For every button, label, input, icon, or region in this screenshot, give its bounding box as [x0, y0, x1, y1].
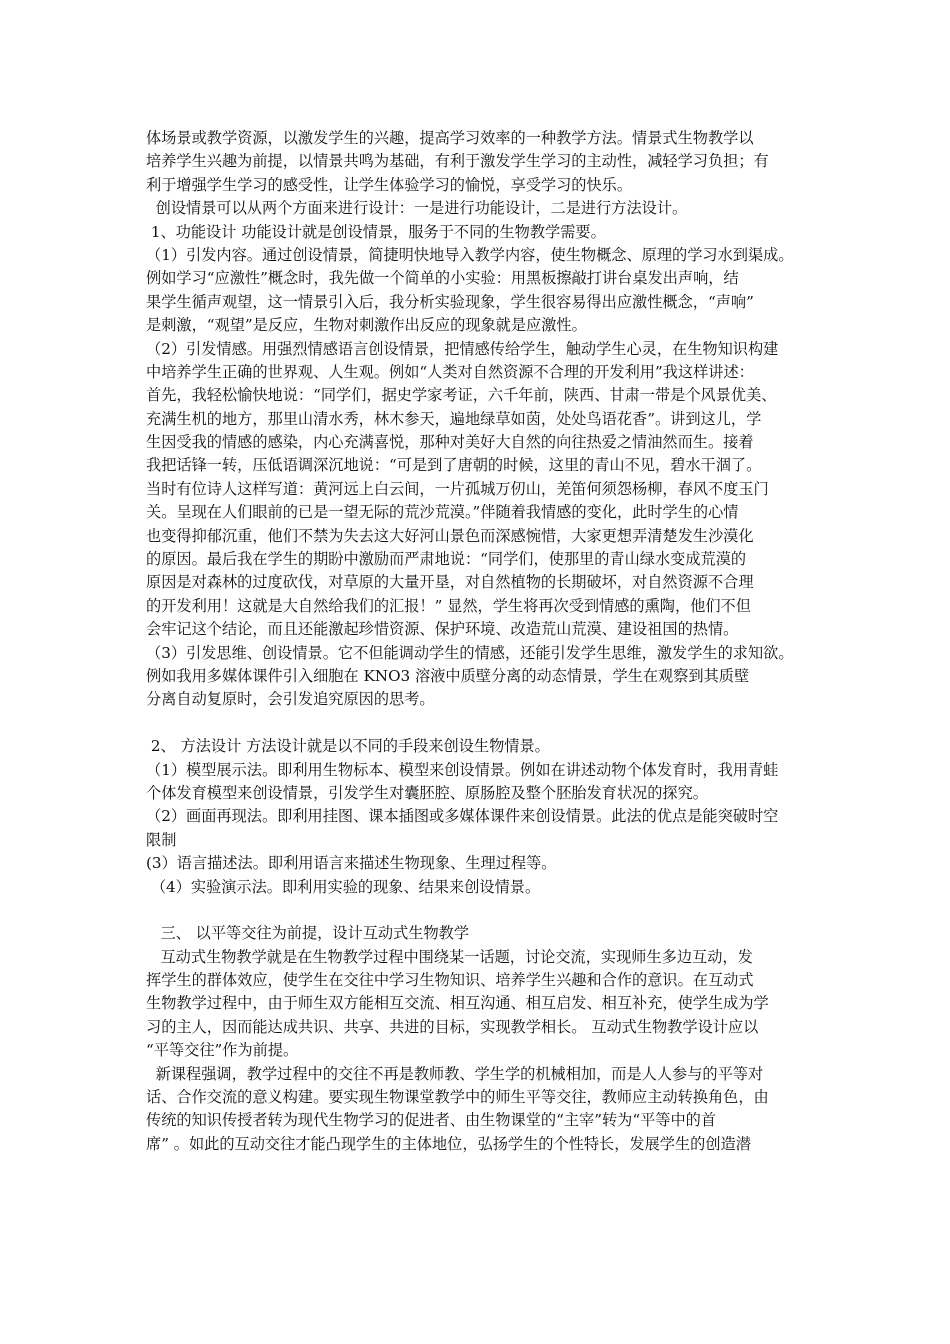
- text-line: 2、 方法设计 方法设计就是以不同的手段来创设生物情景。: [146, 737, 550, 756]
- text-line: 三、 以平等交往为前提，设计互动式生物教学: [146, 924, 470, 943]
- text-line: 创设情景可以从两个方面来进行设计：一是进行功能设计，二是进行方法设计。: [146, 199, 688, 218]
- text-line: 果学生循声观望，这一情景引入后，我分析实验现象，学生很容易得出应激性概念，“声响”: [146, 292, 754, 311]
- text-line: 首先，我轻松愉快地说：“同学们，据史学家考证，六千年前，陕西、甘肃一带是个风景优美、: [146, 386, 777, 405]
- text-line: 培养学生兴趣为前提，以情景共鸣为基础，有利于激发学生学习的主动性，减轻学习负担；有: [146, 152, 769, 171]
- text-line: 挥学生的群体效应，使学生在交往中学习生物知识、培养学生兴趣和合作的意识。在互动式: [146, 971, 754, 990]
- text-line: 生因受我的情感的感染，内心充满喜悦，那种对美好大自然的向往热爱之情油然而生。接着: [146, 433, 754, 452]
- text-line: 互动式生物教学就是在生物教学过程中围绕某一话题，讨论交流，实现师生多边互动，发: [146, 947, 753, 966]
- text-line: 我把话锋一转，压低语调深沉地说：“可是到了唐朝的时候，这里的青山不见，碧水干涸了。: [146, 456, 762, 475]
- text-line: 体场景或教学资源，以激发学生的兴趣，提高学习效率的一种教学方法。情景式生物教学以: [146, 129, 754, 147]
- text-line: 充满生机的地方，那里山清水秀，林木参天，遍地绿草如茵，处处鸟语花香”。讲到这儿，学: [146, 409, 762, 428]
- text-line: 是刺激，“观望”是反应，生物对刺激作出反应的现象就是应激性。: [146, 316, 587, 335]
- text-line: 话、合作交流的意义构建。要实现生物课堂教学中的师生平等交往，教师应主动转换角色，由: [146, 1088, 769, 1107]
- blank-line: [146, 712, 836, 735]
- blank-line: [146, 899, 836, 922]
- text-line: 生物教学过程中，由于师生双方能相互交流、相互沟通、相互启发、相互补充，使学生成为学: [146, 994, 769, 1013]
- text-line: （4）实验演示法。即利用实验的现象、结果来创设情景。: [146, 877, 541, 896]
- text-line: 例如学习“应激性”概念时，我先做一个简单的小实验：用黑板擦敲打讲台桌发出声响，结: [146, 269, 739, 288]
- text-line: 当时有位诗人这样写道：黄河远上白云间，一片孤城万仞山，羌笛何须怨杨柳，春风不度玉门: [146, 479, 769, 498]
- text-line: “平等交往”作为前提。: [146, 1041, 299, 1060]
- text-line: （2）引发情感。用强烈情感语言创设情景，把情感传给学生，触动学生心灵，在生物知识构建: [146, 339, 779, 358]
- text-line: 新课程强调，教学过程中的交往不再是教师教、学生学的机械相加，而是人人参与的平等对: [146, 1064, 764, 1083]
- text-line: 会牢记这个结论，而且还能激起珍惜资源、保护环境、改造荒山荒漠、建设祖国的热情。: [146, 620, 739, 639]
- document-body: [146, 127, 836, 1156]
- text-line: 也变得抑郁沉重，他们不禁为失去这大好河山景色而深感惋惜，大家更想弄清楚发生沙漠化: [146, 526, 754, 545]
- text-line: （1）引发内容。通过创设情景，简捷明快地导入教学内容，使生物概念、原理的学习水到渠成。: [146, 245, 794, 264]
- text-line: 席” 。如此的互动交往才能凸现学生的主体地位，弘扬学生的个性特长，发展学生的创造潜: [146, 1134, 751, 1153]
- text-line: 原因是对森林的过度砍伐，对草原的大量开垦，对自然植物的长期破坏，对自然资源不合理: [146, 573, 754, 592]
- text-line: 传统的知识传授者转为现代生物学习的促进者、由生物课堂的“主宰”转为“平等中的首: [146, 1111, 717, 1130]
- text-line: （2）画面再现法。即利用挂图、课本插图或多媒体课件来创设情景。此法的优点是能突破时空: [146, 807, 779, 826]
- text-line: 个体发育模型来创设情景，引发学生对囊胚腔、原肠腔及整个胚胎发育状况的探究。: [146, 783, 708, 802]
- text-line: 的原因。最后我在学生的期盼中激励而严肃地说：“同学们，使那里的青山绿水变成荒漠的: [146, 550, 747, 569]
- text-line: 分离自动复原时，会引发追究原因的思考。: [146, 690, 435, 709]
- text-line: （3）引发思维、创设情景。它不但能调动学生的情感，还能引发学生思维，激发学生的求知欲。: [146, 643, 794, 662]
- text-line: 关。呈现在人们眼前的已是一望无际的荒沙荒漠。”伴随着我情感的变化，此时学生的心情: [146, 503, 739, 522]
- text-line: 1、功能设计 功能设计就是创设情景，服务于不同的生物教学需要。: [146, 222, 606, 241]
- text-line: 的开发利用！这就是大自然给我们的汇报！” 显然，学生将再次受到情感的熏陶，他们不但: [146, 596, 751, 615]
- text-line: (3）语言描述法。即利用语言来描述生物现象、生理过程等。: [146, 854, 557, 873]
- text-line: （1）模型展示法。即利用生物标本、模型来创设情景。例如在讲述动物个体发育时，我用青蛙: [146, 760, 779, 779]
- text-line: 利于增强学生学习的感受性，让学生体验学习的愉悦，享受学习的快乐。: [146, 175, 632, 194]
- text-line: 习的主人，因而能达成共识、共享、共进的目标，实现教学相长。 互动式生物教学设计应以: [146, 1017, 759, 1036]
- text-line: 限制: [146, 830, 177, 849]
- text-line: 例如我用多媒体课件引入细胞在 KNO3 溶液中质壁分离的动态情景，学生在观察到其质壁: [146, 666, 750, 685]
- text-line: 中培养学生正确的世界观、人生观。例如“人类对自然资源不合理的开发利用”我这样讲述：: [146, 362, 754, 381]
